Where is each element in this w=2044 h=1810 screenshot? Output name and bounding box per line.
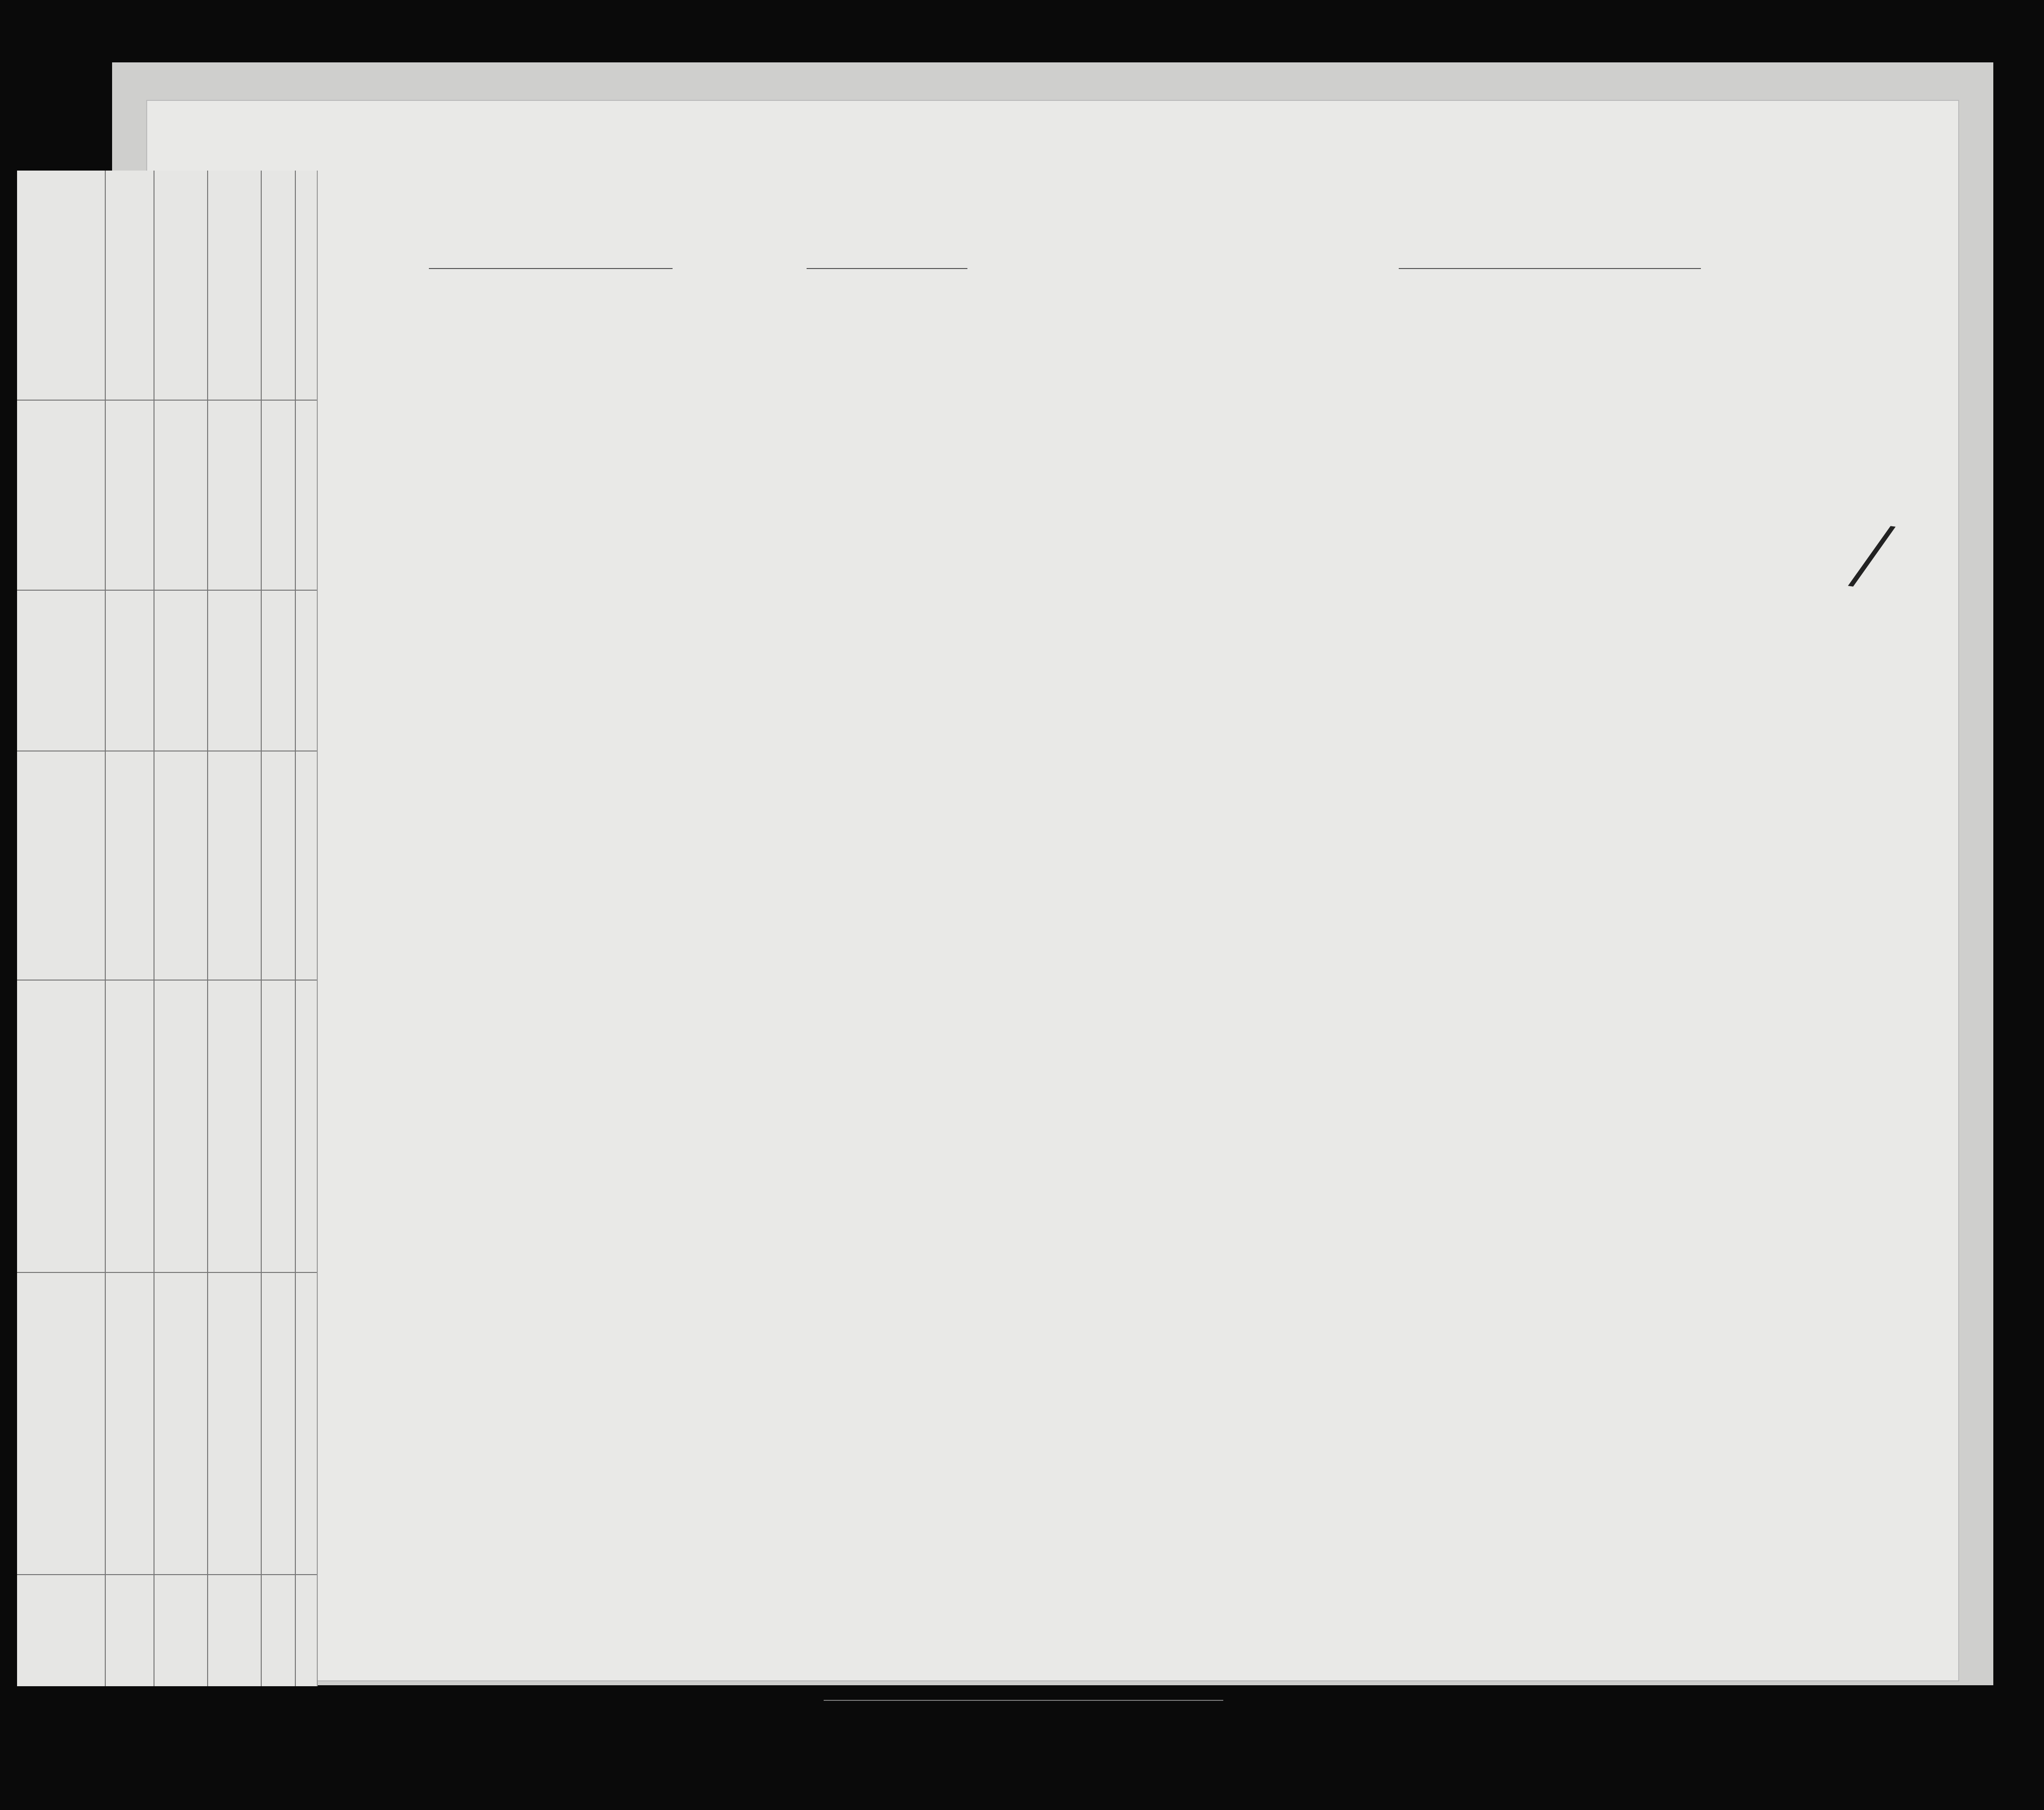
strip-line [207,171,208,1686]
strip-line [17,1272,317,1273]
strip-line [105,171,106,1686]
margin-check-mark: / [1849,500,1891,611]
arrival-port [807,268,967,269]
strip-line [295,171,296,1686]
sheet-number-label [1657,150,1662,163]
strip-line [17,400,317,401]
strip-line [261,171,262,1686]
inspector-line [824,1700,1223,1701]
strip-line [17,980,317,981]
vessel-name [429,268,673,269]
from-port [1399,268,1701,269]
strip-line [17,1574,317,1575]
discharged-seamen-strip [17,171,317,1686]
manifest-sheet [146,100,1959,1681]
strip-line [17,590,317,591]
